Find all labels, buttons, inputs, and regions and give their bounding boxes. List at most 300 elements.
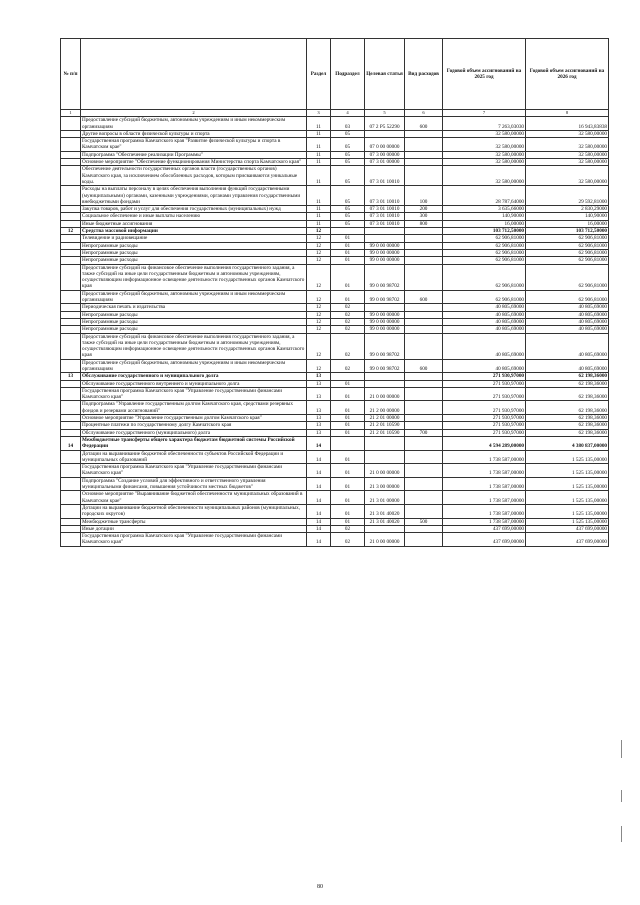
expense-type-cell — [405, 242, 443, 249]
table-row — [61, 436, 609, 450]
amount-2025-cell: 62 906,81000 — [443, 242, 526, 249]
expense-type-cell — [405, 415, 443, 422]
item-name-cell: Подпрограмма "Управление государственным долгом Камчатского края, средствами резервных фондов и резервами ассигнований" — [81, 401, 307, 415]
amount-2025-cell: 1 738 587,00000 — [443, 477, 526, 491]
column-number: 7 — [443, 110, 526, 117]
podrazdel-cell: 01 — [331, 290, 365, 304]
table-row — [61, 257, 609, 264]
table-row — [61, 249, 609, 256]
razdel-cell: 11 — [307, 130, 331, 137]
margin-mark — [621, 740, 622, 758]
podrazdel-cell: 01 — [331, 401, 365, 415]
target-article-cell: 21 0 00 00000 — [365, 464, 405, 478]
podrazdel-cell: 01 — [331, 450, 365, 464]
item-name-cell: Непрограммные расходы — [81, 257, 307, 264]
item-name-cell: Процентные платежи по государственному долгу Камчатского края — [81, 422, 307, 429]
table-row — [61, 117, 609, 131]
expense-type-cell — [405, 311, 443, 318]
expense-type-cell — [405, 159, 443, 166]
amount-2026-cell: 62 906,81000 — [526, 257, 609, 264]
razdel-cell: 12 — [307, 326, 331, 333]
row-number-cell — [61, 359, 81, 373]
podrazdel-cell: 01 — [331, 235, 365, 242]
podrazdel-cell: 01 — [331, 249, 365, 256]
table-row — [61, 206, 609, 213]
amount-2026-cell: 40 805,69000 — [526, 359, 609, 373]
table-row — [61, 264, 609, 290]
amount-2026-cell: 62 906,81000 — [526, 290, 609, 304]
razdel-cell: 12 — [307, 235, 331, 242]
razdel-cell: 13 — [307, 380, 331, 387]
header-razdel: Раздел — [307, 39, 331, 110]
amount-2025-cell: 1 738 587,00000 — [443, 450, 526, 464]
table-row — [61, 304, 609, 311]
expense-type-cell — [405, 533, 443, 547]
podrazdel-cell — [331, 436, 365, 450]
expense-type-cell — [405, 387, 443, 401]
target-article-cell: 07 3 00 00000 — [365, 151, 405, 158]
target-article-cell: 07 2 P5 52290 — [365, 117, 405, 131]
expense-type-cell — [405, 318, 443, 325]
amount-2025-cell: 1 738 587,00000 — [443, 464, 526, 478]
table-row — [61, 138, 609, 152]
target-article-cell: 07 3 01 10010 — [365, 220, 405, 227]
table-row — [61, 380, 609, 387]
amount-2026-cell: 32 580,00000 — [526, 138, 609, 152]
budget-table — [60, 38, 609, 547]
table-row — [61, 373, 609, 380]
razdel-cell: 12 — [307, 257, 331, 264]
target-article-cell — [365, 525, 405, 532]
table-row — [61, 464, 609, 478]
razdel-cell: 11 — [307, 138, 331, 152]
amount-2025-cell: 62 906,81000 — [443, 290, 526, 304]
target-article-cell: 07 3 01 10010 — [365, 186, 405, 206]
amount-2026-cell: 29 592,81000 — [526, 186, 609, 206]
razdel-cell: 12 — [307, 304, 331, 311]
expense-type-cell — [405, 422, 443, 429]
item-name-cell: Предоставление субсидий на финансовое обеспечение выполнения государственного задания, а также субсидий на иные цели государственным бюджетным и автономным учреждениям, осуществляющим информационное освещение деятельности государственных органов Камчатского края — [81, 264, 307, 290]
table-row — [61, 235, 609, 242]
amount-2025-cell: 140,90000 — [443, 213, 526, 220]
target-article-cell — [365, 130, 405, 137]
row-number-cell — [61, 401, 81, 415]
target-article-cell: 99 0 00 00000 — [365, 311, 405, 318]
target-article-cell — [365, 380, 405, 387]
table-row — [61, 290, 609, 304]
razdel-cell: 11 — [307, 151, 331, 158]
expense-type-cell — [405, 304, 443, 311]
row-number-cell — [61, 138, 81, 152]
podrazdel-cell: 05 — [331, 130, 365, 137]
amount-2025-cell: 62 906,81000 — [443, 235, 526, 242]
item-name-cell: Предоставление субсидий на финансовое обеспечение выполнения государственного задания, а также субсидий на иные цели государственным бюджетным и автономным учреждениям, осуществляющим информационное освещение деятельности государственных органов Камчатского края — [81, 333, 307, 359]
row-number-cell — [61, 464, 81, 478]
amount-2025-cell: 32 580,00000 — [443, 130, 526, 137]
item-name-cell: Периодическая печать и издательства — [81, 304, 307, 311]
podrazdel-cell: 05 — [331, 186, 365, 206]
amount-2025-cell: 16,00000 — [443, 220, 526, 227]
amount-2026-cell: 40 805,69000 — [526, 326, 609, 333]
item-name-cell: Основное мероприятие "Выравнивание бюджетной обеспеченности муниципальных образований в Камчатском крае" — [81, 491, 307, 505]
podrazdel-cell: 01 — [331, 242, 365, 249]
razdel-cell: 14 — [307, 450, 331, 464]
razdel-cell: 13 — [307, 401, 331, 415]
podrazdel-cell: 05 — [331, 151, 365, 158]
amount-2025-cell: 32 580,00000 — [443, 159, 526, 166]
expense-type-cell: 300 — [405, 213, 443, 220]
target-article-cell: 07 3 01 00000 — [365, 159, 405, 166]
item-name-cell: Основное мероприятие "Обеспечение функционирования Министерства спорта Камчатского края" — [81, 159, 307, 166]
column-number: 2 — [81, 110, 307, 117]
target-article-cell: 99 0 00 98702 — [365, 290, 405, 304]
item-name-cell: Непрограммные расходы — [81, 326, 307, 333]
amount-2026-cell: 140,90000 — [526, 213, 609, 220]
amount-2026-cell: 1 525 135,00000 — [526, 464, 609, 478]
podrazdel-cell: 01 — [331, 264, 365, 290]
podrazdel-cell: 01 — [331, 380, 365, 387]
amount-2026-cell: 2 830,29000 — [526, 206, 609, 213]
podrazdel-cell — [331, 228, 365, 235]
target-article-cell: 21 2 01 10590 — [365, 429, 405, 436]
amount-2026-cell: 437 699,00000 — [526, 533, 609, 547]
header-name — [81, 39, 307, 110]
razdel-cell: 11 — [307, 213, 331, 220]
column-number: 3 — [307, 110, 331, 117]
expense-type-cell — [405, 491, 443, 505]
expense-type-cell — [405, 130, 443, 137]
razdel-cell: 12 — [307, 359, 331, 373]
amount-2025-cell: 32 580,00000 — [443, 166, 526, 186]
razdel-cell: 11 — [307, 186, 331, 206]
target-article-cell: 21 3 00 00000 — [365, 477, 405, 491]
amount-2025-cell: 62 906,81000 — [443, 249, 526, 256]
razdel-cell: 12 — [307, 249, 331, 256]
podrazdel-cell: 02 — [331, 333, 365, 359]
expense-type-cell — [405, 257, 443, 264]
expense-type-cell — [405, 228, 443, 235]
item-name-cell: Обеспечение деятельности государственных органов власти (государственных органов) Камчатского края, за исключением обособленных расходов, которым присваиваются уникальные коды. — [81, 166, 307, 186]
podrazdel-cell: 02 — [331, 304, 365, 311]
amount-2026-cell: 1 525 135,00000 — [526, 504, 609, 518]
row-number-cell — [61, 311, 81, 318]
row-number-cell — [61, 533, 81, 547]
podrazdel-cell: 05 — [331, 166, 365, 186]
row-number-cell — [61, 326, 81, 333]
amount-2025-cell: 32 580,00000 — [443, 151, 526, 158]
amount-2026-cell: 103 712,50000 — [526, 228, 609, 235]
item-name-cell: Государственная программа Камчатского края "Развитие физической культуры и спорта в Камчатском крае" — [81, 138, 307, 152]
row-number-cell: 12 — [61, 228, 81, 235]
amount-2025-cell: 62 906,81000 — [443, 264, 526, 290]
razdel-cell: 11 — [307, 117, 331, 131]
amount-2025-cell: 40 805,69000 — [443, 318, 526, 325]
row-number-cell — [61, 206, 81, 213]
expense-type-cell: 600 — [405, 117, 443, 131]
amount-2026-cell: 62 906,81000 — [526, 264, 609, 290]
expense-type-cell — [405, 477, 443, 491]
table-row — [61, 415, 609, 422]
row-number-cell — [61, 450, 81, 464]
expense-type-cell — [405, 249, 443, 256]
table-body — [61, 117, 609, 546]
amount-2026-cell: 40 805,69000 — [526, 318, 609, 325]
podrazdel-cell: 01 — [331, 415, 365, 422]
table-row — [61, 491, 609, 505]
amount-2026-cell: 16 943,83838 — [526, 117, 609, 131]
item-name-cell: Иные бюджетные ассигнования — [81, 220, 307, 227]
table-row — [61, 477, 609, 491]
razdel-cell: 11 — [307, 206, 331, 213]
target-article-cell: 21 2 01 00000 — [365, 415, 405, 422]
razdel-cell: 14 — [307, 464, 331, 478]
target-article-cell: 99 0 00 00000 — [365, 318, 405, 325]
amount-2025-cell: 62 906,81000 — [443, 257, 526, 264]
razdel-cell: 14 — [307, 491, 331, 505]
amount-2026-cell: 62 906,81000 — [526, 235, 609, 242]
razdel-cell: 11 — [307, 166, 331, 186]
row-number-cell — [61, 318, 81, 325]
table-row — [61, 228, 609, 235]
target-article-cell: 99 0 00 98702 — [365, 333, 405, 359]
item-name-cell: Непрограммные расходы — [81, 311, 307, 318]
page-number: 80 — [317, 884, 323, 890]
row-number-cell — [61, 264, 81, 290]
expense-type-cell: 100 — [405, 186, 443, 206]
amount-2026-cell: 1 525 135,00000 — [526, 518, 609, 525]
table-row — [61, 401, 609, 415]
target-article-cell: 99 0 00 00000 — [365, 257, 405, 264]
amount-2026-cell: 62 198,36000 — [526, 415, 609, 422]
expense-type-cell: 700 — [405, 429, 443, 436]
podrazdel-cell: 01 — [331, 422, 365, 429]
row-number-cell — [61, 235, 81, 242]
table-row — [61, 311, 609, 318]
item-name-cell: Подпрограмма "Создание условий для эффективного и ответственного управления муниципальными финансами, повышения устойчивости местных бюджетов" — [81, 477, 307, 491]
target-article-cell: 21 0 00 00000 — [365, 533, 405, 547]
podrazdel-cell: 02 — [331, 311, 365, 318]
expense-type-cell: 500 — [405, 518, 443, 525]
razdel-cell: 12 — [307, 242, 331, 249]
row-number-cell — [61, 422, 81, 429]
podrazdel-cell: 02 — [331, 525, 365, 532]
row-number-cell — [61, 117, 81, 131]
table-row — [61, 450, 609, 464]
column-number: 5 — [365, 110, 405, 117]
item-name-cell: Телевидение и радиовещание — [81, 235, 307, 242]
podrazdel-cell: 02 — [331, 359, 365, 373]
row-number-cell — [61, 242, 81, 249]
podrazdel-cell: 02 — [331, 326, 365, 333]
amount-2025-cell: 271 930,97000 — [443, 387, 526, 401]
header-no: № п/п — [61, 39, 81, 110]
amount-2025-cell: 40 805,69000 — [443, 311, 526, 318]
expense-type-cell: 800 — [405, 220, 443, 227]
podrazdel-cell: 01 — [331, 387, 365, 401]
amount-2025-cell: 1 738 587,00000 — [443, 504, 526, 518]
item-name-cell: Средства массовой информации — [81, 228, 307, 235]
item-name-cell: Социальное обеспечение и иные выплаты населению — [81, 213, 307, 220]
amount-2025-cell: 3 635,66000 — [443, 206, 526, 213]
row-number-cell — [61, 249, 81, 256]
razdel-cell: 13 — [307, 387, 331, 401]
table-row — [61, 387, 609, 401]
table-row — [61, 326, 609, 333]
amount-2025-cell: 28 787,64000 — [443, 186, 526, 206]
expense-type-cell — [405, 380, 443, 387]
row-number-cell — [61, 525, 81, 532]
row-number-cell — [61, 151, 81, 158]
target-article-cell: 07 3 01 10010 — [365, 166, 405, 186]
table-row — [61, 130, 609, 137]
amount-2026-cell: 62 198,36000 — [526, 429, 609, 436]
margin-mark — [621, 826, 622, 842]
target-article-cell: 21 2 00 00000 — [365, 401, 405, 415]
podrazdel-cell: 05 — [331, 138, 365, 152]
amount-2026-cell: 16,00000 — [526, 220, 609, 227]
target-article-cell: 99 0 00 00000 — [365, 249, 405, 256]
amount-2025-cell: 4 594 289,00000 — [443, 436, 526, 450]
row-number-cell — [61, 159, 81, 166]
margin-mark — [621, 790, 622, 802]
target-article-cell: 99 0 00 98702 — [365, 359, 405, 373]
expense-type-cell — [405, 151, 443, 158]
row-number-cell — [61, 415, 81, 422]
column-number: 1 — [61, 110, 81, 117]
amount-2026-cell: 62 906,81000 — [526, 242, 609, 249]
item-name-cell: Предоставление субсидий бюджетным, автономным учреждениям и иным некоммерческим организациям — [81, 359, 307, 373]
amount-2025-cell: 40 805,69000 — [443, 326, 526, 333]
table-row — [61, 429, 609, 436]
item-name-cell: Непрограммные расходы — [81, 318, 307, 325]
expense-type-cell — [405, 436, 443, 450]
amount-2026-cell: 32 580,00000 — [526, 166, 609, 186]
amount-2025-cell: 32 580,00000 — [443, 138, 526, 152]
item-name-cell: Расходы на выплаты персоналу в целях обеспечения выполнения функций государственными (муниципальными) органами, казенными учреждениями, органами управления государственными внебюджетными фондами — [81, 186, 307, 206]
expense-type-cell — [405, 464, 443, 478]
amount-2025-cell: 1 738 587,00000 — [443, 518, 526, 525]
amount-2026-cell: 1 525 135,00000 — [526, 477, 609, 491]
expense-type-cell: 200 — [405, 206, 443, 213]
razdel-cell: 13 — [307, 422, 331, 429]
razdel-cell: 12 — [307, 318, 331, 325]
table-row — [61, 333, 609, 359]
podrazdel-cell: 03 — [331, 117, 365, 131]
table-row — [61, 151, 609, 158]
table-row — [61, 518, 609, 525]
row-number-cell — [61, 518, 81, 525]
item-name-cell: Подпрограмма "Обеспечение реализации Программы" — [81, 151, 307, 158]
row-number-cell — [61, 477, 81, 491]
razdel-cell: 14 — [307, 533, 331, 547]
expense-type-cell: 600 — [405, 359, 443, 373]
target-article-cell: 07 0 00 00000 — [365, 138, 405, 152]
expense-type-cell — [405, 166, 443, 186]
row-number-cell — [61, 491, 81, 505]
target-article-cell: 07 3 01 10010 — [365, 206, 405, 213]
amount-2026-cell: 62 198,36000 — [526, 401, 609, 415]
razdel-cell: 12 — [307, 333, 331, 359]
expense-type-cell: 600 — [405, 290, 443, 304]
amount-2026-cell: 62 198,36000 — [526, 422, 609, 429]
header-csr: Целевая статья — [365, 39, 405, 110]
razdel-cell: 12 — [307, 290, 331, 304]
item-name-cell: Дотации на выравнивание бюджетной обеспеченности субъектов Российской Федерации и муниципальных образований — [81, 450, 307, 464]
target-article-cell: 21 3 01 40020 — [365, 504, 405, 518]
target-article-cell — [365, 373, 405, 380]
amount-2025-cell: 437 699,00000 — [443, 525, 526, 532]
amount-2026-cell: 4 380 837,00000 — [526, 436, 609, 450]
expense-type-cell — [405, 401, 443, 415]
item-name-cell: Непрограммные расходы — [81, 242, 307, 249]
item-name-cell: Иные дотации — [81, 525, 307, 532]
row-number-cell — [61, 387, 81, 401]
table-row — [61, 220, 609, 227]
item-name-cell: Обслуживание государственного внутреннего и муниципального долга — [81, 380, 307, 387]
amount-2025-cell: 103 712,50000 — [443, 228, 526, 235]
row-number-cell: 13 — [61, 373, 81, 380]
expense-type-cell — [405, 450, 443, 464]
header-2025: Годовой объем ассигнований на 2025 год — [443, 39, 526, 110]
expense-type-cell — [405, 525, 443, 532]
item-name-cell: Закупка товаров, работ и услуг для обеспечения государственных (муниципальных) нужд — [81, 206, 307, 213]
table-row — [61, 422, 609, 429]
podrazdel-cell: 05 — [331, 220, 365, 227]
target-article-cell — [365, 450, 405, 464]
amount-2025-cell: 271 930,97000 — [443, 373, 526, 380]
table-row — [61, 504, 609, 518]
item-name-cell: Обслуживание государственного (муниципального) долга — [81, 429, 307, 436]
razdel-cell: 11 — [307, 220, 331, 227]
table-row — [61, 525, 609, 532]
expense-type-cell — [405, 138, 443, 152]
podrazdel-cell: 01 — [331, 464, 365, 478]
table-row — [61, 242, 609, 249]
razdel-cell: 12 — [307, 264, 331, 290]
razdel-cell: 13 — [307, 415, 331, 422]
razdel-cell: 14 — [307, 504, 331, 518]
item-name-cell: Дотации на выравнивание бюджетной обеспеченности муниципальных районов (муниципальных, городских округов) — [81, 504, 307, 518]
item-name-cell: Обслуживание государственного и муниципального долга — [81, 373, 307, 380]
podrazdel-cell: 01 — [331, 504, 365, 518]
target-article-cell: 21 0 00 00000 — [365, 387, 405, 401]
header-2026: Годовой объем ассигнований на 2026 год — [526, 39, 609, 110]
podrazdel-cell: 01 — [331, 477, 365, 491]
row-number-cell — [61, 333, 81, 359]
podrazdel-cell: 02 — [331, 318, 365, 325]
column-number-row — [61, 110, 609, 117]
amount-2026-cell: 62 198,36000 — [526, 373, 609, 380]
amount-2025-cell: 7 263,03030 — [443, 117, 526, 131]
expense-type-cell — [405, 326, 443, 333]
razdel-cell: 13 — [307, 429, 331, 436]
row-number-cell — [61, 186, 81, 206]
row-number-cell — [61, 290, 81, 304]
amount-2025-cell: 40 805,69000 — [443, 333, 526, 359]
amount-2026-cell: 32 580,00000 — [526, 130, 609, 137]
row-number-cell — [61, 130, 81, 137]
amount-2026-cell: 62 198,36000 — [526, 387, 609, 401]
row-number-cell — [61, 257, 81, 264]
amount-2026-cell: 40 805,69000 — [526, 311, 609, 318]
item-name-cell: Предоставление субсидий бюджетным, автономным учреждениям и иным некоммерческим организациям — [81, 290, 307, 304]
amount-2025-cell: 40 805,69000 — [443, 359, 526, 373]
header-podrazdel: Подраздел — [331, 39, 365, 110]
podrazdel-cell: 01 — [331, 429, 365, 436]
target-article-cell — [365, 436, 405, 450]
row-number-cell — [61, 304, 81, 311]
podrazdel-cell: 02 — [331, 533, 365, 547]
